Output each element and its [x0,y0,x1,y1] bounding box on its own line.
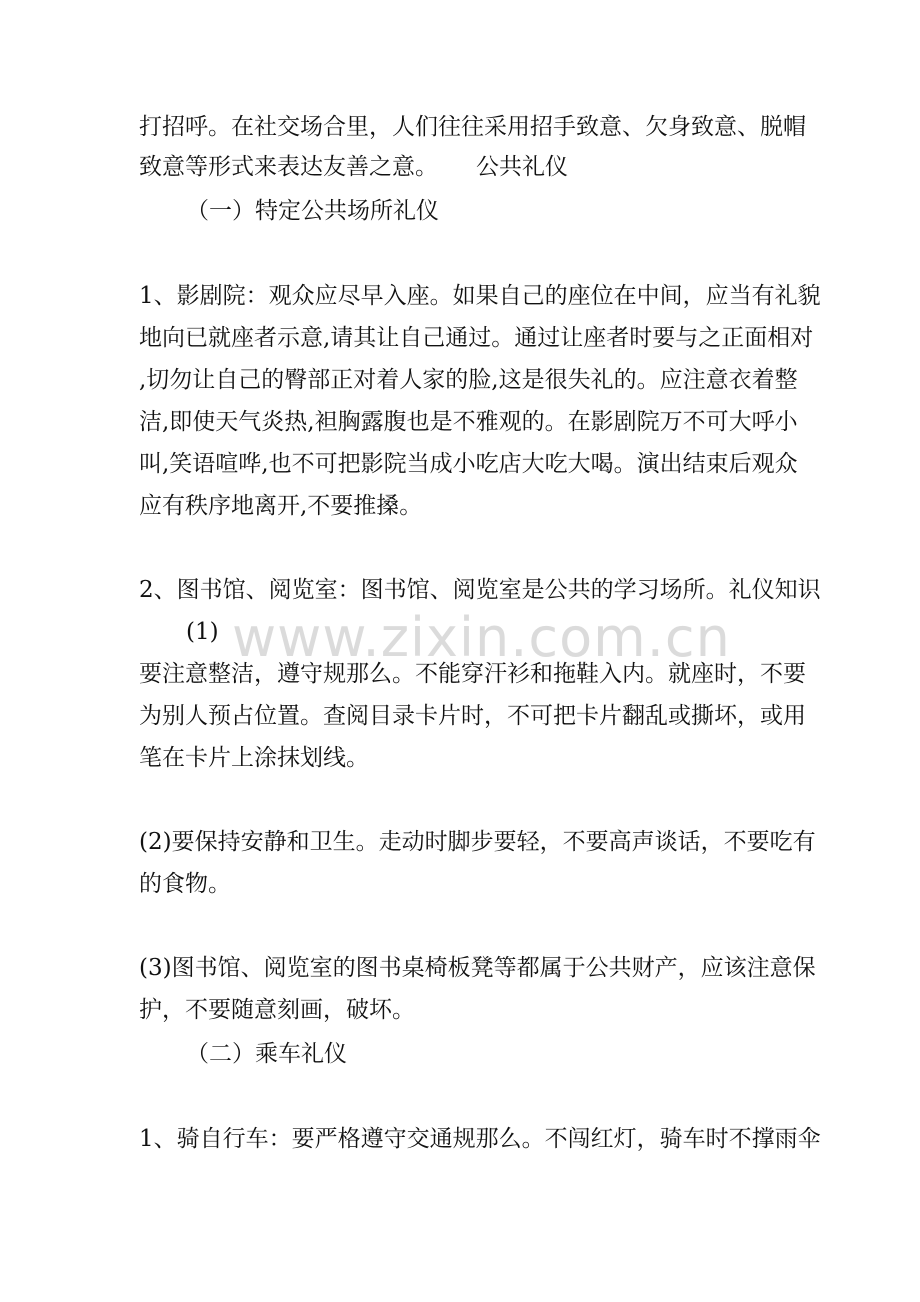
body-text-line: ,切勿让自己的臀部正对着人家的脸,这是很失礼的。应注意衣着整 [139,367,798,393]
list-marker: (1) [186,619,219,645]
body-text-line: 护，不要随意刻画，破坏。 [139,997,415,1023]
body-text-line: 洁,即使天气炎热,袒胸露腹也是不雅观的。在影剧院万不可大呼小 [139,409,798,435]
body-text-line: 地向已就座者示意,请其让自己通过。通过让座者时要与之正面相对 [139,325,814,351]
watermark: www.zixin.com.cn [232,606,731,669]
body-text-line: 打招呼。在社交场合里，人们往往采用招手致意、欠身致意、脱帽 [139,114,806,140]
body-text-line: 笔在卡片上涂抹划线。 [139,745,369,771]
section-heading: 公共礼仪 [476,154,568,180]
body-text-line: 1、骑自行车：要严格遵守交通规那么。不闯红灯，骑车时不撑雨伞 [139,1126,821,1152]
body-text-line: 要注意整洁，遵守规那么。不能穿汗衫和拖鞋入内。就座时，不要 [139,661,806,687]
body-text-line: 为别人预占位置。查阅目录卡片时，不可把卡片翻乱或撕坏，或用 [139,703,806,729]
subsection-heading: （二）乘车礼仪 [186,1041,347,1067]
body-text-line: 应有秩序地离开,不要推搡。 [139,493,423,519]
body-text-line: 致意等形式来表达友善之意。 [139,154,438,180]
body-text-line: 叫,笑语喧哗,也不可把影院当成小吃店大吃大喝。演出结束后观众 [139,451,798,477]
body-text-line: (3)图书馆、阅览室的图书桌椅板凳等都属于公共财产，应该注意保 [139,955,816,981]
subsection-heading: （一）特定公共场所礼仪 [186,198,439,224]
body-text-line: 2、图书馆、阅览室：图书馆、阅览室是公共的学习场所。礼仪知识 [139,577,821,603]
body-text-line: 1、影剧院：观众应尽早入座。如果自己的座位在中间，应当有礼貌 [139,283,821,309]
body-text-line: (2)要保持安静和卫生。走动时脚步要轻，不要高声谈话，不要吃有 [139,829,816,855]
body-text-line: 的食物。 [139,871,231,897]
